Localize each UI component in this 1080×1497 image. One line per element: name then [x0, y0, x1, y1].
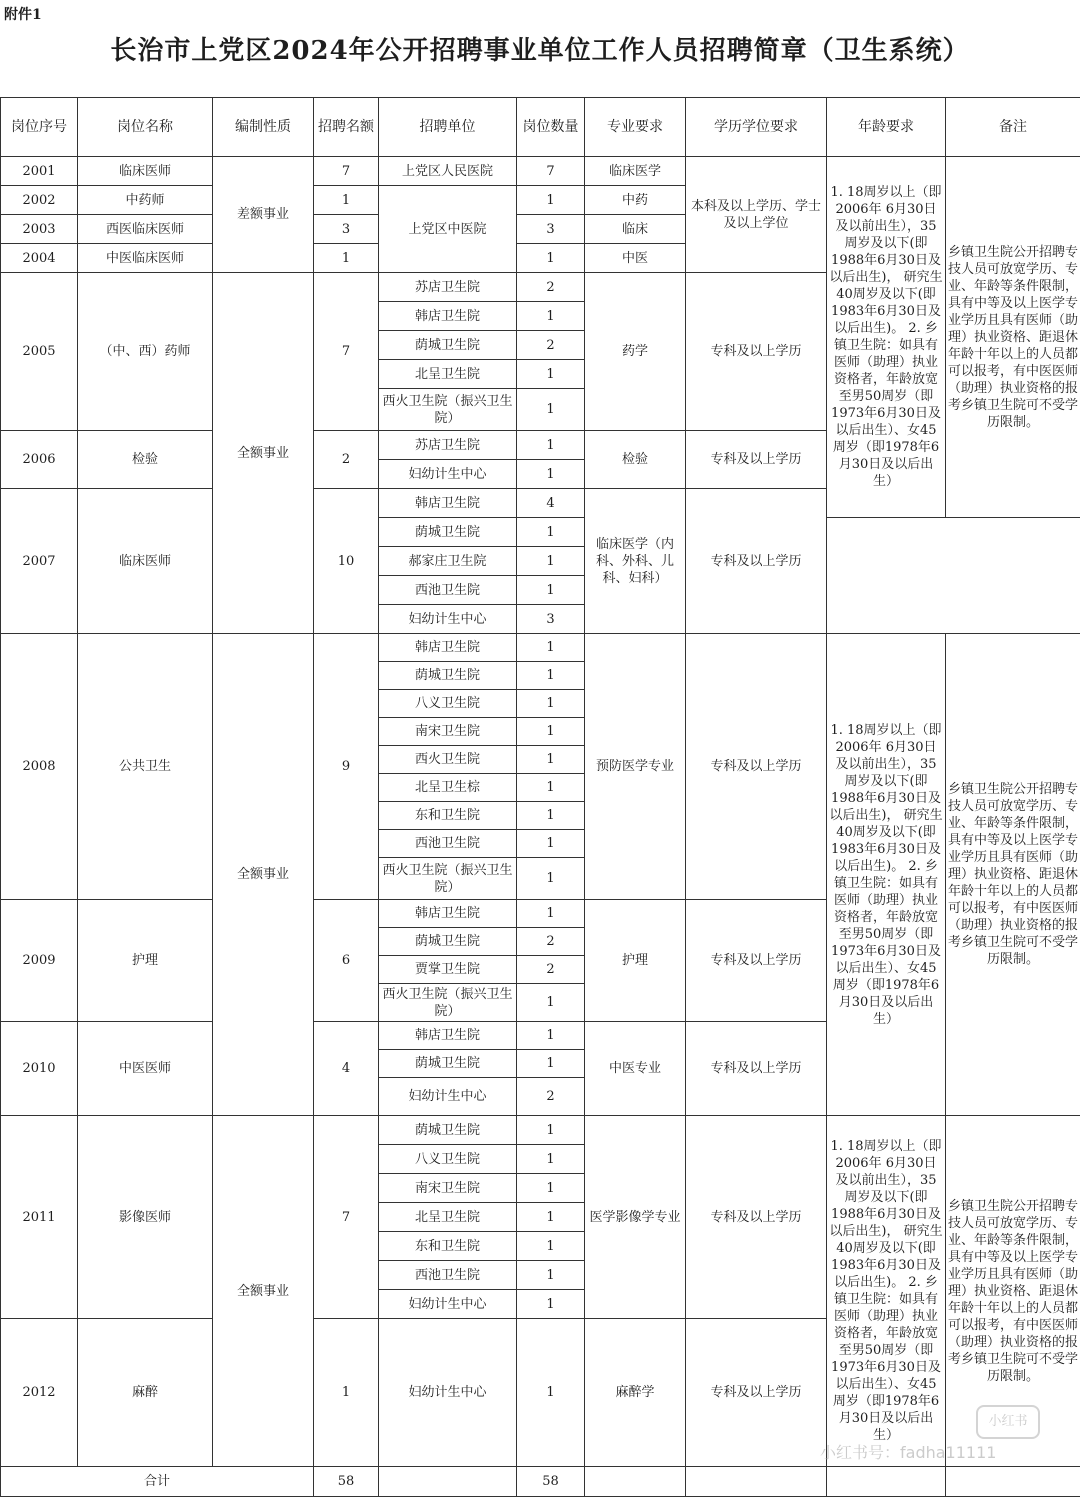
- education: 专科及以上学历: [686, 489, 827, 634]
- watermark-logo: 小红书: [976, 1405, 1040, 1439]
- header-note: 备注: [946, 98, 1080, 157]
- header-age: 年龄要求: [827, 98, 946, 157]
- count: 1: [517, 774, 585, 802]
- count: 1: [517, 1290, 585, 1319]
- count: 1: [517, 900, 585, 928]
- count: 1: [517, 690, 585, 718]
- quota: 7: [314, 157, 379, 186]
- count: 1: [517, 984, 585, 1022]
- total-empty: [827, 1467, 946, 1497]
- major: 中药: [585, 186, 686, 215]
- unit: 韩店卫生院: [379, 302, 517, 331]
- unit: 妇幼计生中心: [379, 460, 517, 489]
- post-name: （中、西）药师: [78, 273, 213, 431]
- total-quota: 58: [314, 1467, 379, 1497]
- count: 1: [517, 547, 585, 576]
- quota: 1: [314, 1319, 379, 1467]
- unit: 妇幼计生中心: [379, 1290, 517, 1319]
- total-empty: [585, 1467, 686, 1497]
- count: 1: [517, 431, 585, 460]
- total-empty: [946, 1467, 1080, 1497]
- major: 药学: [585, 273, 686, 431]
- education: 专科及以上学历: [686, 1319, 827, 1467]
- quota: 3: [314, 215, 379, 244]
- unit: 八义卫生院: [379, 1145, 517, 1174]
- major: 麻醉学: [585, 1319, 686, 1467]
- count: 1: [517, 576, 585, 605]
- count: 1: [517, 244, 585, 273]
- unit: 郝家庄卫生院: [379, 547, 517, 576]
- count: 1: [517, 1022, 585, 1050]
- post-code: 2009: [1, 900, 78, 1022]
- post-name: 中药师: [78, 186, 213, 215]
- unit: 苏店卫生院: [379, 431, 517, 460]
- count: 7: [517, 157, 585, 186]
- unit: 荫城卫生院: [379, 662, 517, 690]
- count: 4: [517, 489, 585, 518]
- staffing-type: 全额事业: [213, 1116, 314, 1467]
- post-code: 2012: [1, 1319, 78, 1467]
- count: 1: [517, 1319, 585, 1467]
- count: 1: [517, 858, 585, 900]
- unit: 妇幼计生中心: [379, 1078, 517, 1116]
- staffing-type: 全额事业: [213, 634, 314, 1116]
- unit: 韩店卫生院: [379, 634, 517, 662]
- unit: 上党区人民医院: [379, 157, 517, 186]
- count: 1: [517, 1050, 585, 1078]
- count: 1: [517, 389, 585, 431]
- post-name: 中医医师: [78, 1022, 213, 1116]
- unit: 南宋卫生院: [379, 718, 517, 746]
- count: 1: [517, 662, 585, 690]
- total-empty: [686, 1467, 827, 1497]
- count: 2: [517, 956, 585, 984]
- quota: 2: [314, 431, 379, 489]
- table-row: [1, 634, 1080, 662]
- header-education: 学历学位要求: [686, 98, 827, 157]
- post-name: 西医临床医师: [78, 215, 213, 244]
- post-name: 护理: [78, 900, 213, 1022]
- quota: 6: [314, 900, 379, 1022]
- post-name: 检验: [78, 431, 213, 489]
- table-row: [1, 157, 1080, 186]
- staffing-type: 全额事业: [213, 273, 314, 634]
- count: 1: [517, 1145, 585, 1174]
- unit: 上党区中医院: [379, 186, 517, 273]
- count: 1: [517, 746, 585, 774]
- major: 护理: [585, 900, 686, 1022]
- major: 临床医学: [585, 157, 686, 186]
- education: 专科及以上学历: [686, 431, 827, 489]
- count: 1: [517, 518, 585, 547]
- count: 1: [517, 1174, 585, 1203]
- unit: 荫城卫生院: [379, 331, 517, 360]
- post-code: 2003: [1, 215, 78, 244]
- major: 临床医学（内科、外科、儿科、妇科）: [585, 489, 686, 634]
- quota: 10: [314, 489, 379, 634]
- count: 3: [517, 605, 585, 634]
- count: 2: [517, 1078, 585, 1116]
- count: 1: [517, 802, 585, 830]
- header-quota: 招聘名额: [314, 98, 379, 157]
- post-code: 2004: [1, 244, 78, 273]
- total-row: [1, 1467, 1080, 1497]
- unit: 东和卫生院: [379, 1232, 517, 1261]
- post-name: 临床医师: [78, 157, 213, 186]
- quota: 9: [314, 634, 379, 900]
- unit: 西池卫生院: [379, 576, 517, 605]
- age-requirement: 1. 18周岁以上（即2006年 6月30日及以前出生），35周岁及以下(即1988年6月30日及以后出生)， 研究生40周岁及以下(即1983年6月30日及以后出生)。 2. 乡镇卫生院：如具有医师（助理）执业资格者，年龄放宽至男50周岁（即1973年6月30日及以后出生）、女45周岁（即1978年6月30日及以后出生）: [827, 1116, 946, 1467]
- post-code: 2002: [1, 186, 78, 215]
- post-name: 影像医师: [78, 1116, 213, 1319]
- unit: 荫城卫生院: [379, 928, 517, 956]
- quota: 1: [314, 244, 379, 273]
- count: 2: [517, 928, 585, 956]
- note: 乡镇卫生院公开招聘专技人员可放宽学历、专业、年龄等条件限制，具有中等及以上医学专业学历且具有医师（助理）执业资格、距退休年龄十年以上的人员都可以报考，有中医医师（助理）执业资格的报考乡镇卫生院可不受学历限制。: [946, 1116, 1080, 1467]
- quota: 7: [314, 1116, 379, 1319]
- count: 1: [517, 830, 585, 858]
- unit: 西火卫生院（振兴卫生院）: [379, 389, 517, 431]
- page-title: 长治市上党区2024年公开招聘事业单位工作人员招聘简章（卫生系统）: [0, 30, 1080, 67]
- quota: 4: [314, 1022, 379, 1116]
- count: 1: [517, 1232, 585, 1261]
- header-unit: 招聘单位: [379, 98, 517, 157]
- quota: 1: [314, 186, 379, 215]
- header-count: 岗位数量: [517, 98, 585, 157]
- age-requirement: 1. 18周岁以上（即2006年 6月30日及以前出生），35周岁及以下(即1988年6月30日及以后出生)， 研究生40周岁及以下(即1983年6月30日及以后出生)。 2. 乡镇卫生院：如具有医师（助理）执业资格者，年龄放宽至男50周岁（即1973年6月30日及以后出生）、女45周岁（即1978年6月30日及以后出生）: [827, 157, 946, 518]
- post-code: 2001: [1, 157, 78, 186]
- post-name: 公共卫生: [78, 634, 213, 900]
- count: 1: [517, 460, 585, 489]
- education: 专科及以上学历: [686, 273, 827, 431]
- major: 临床: [585, 215, 686, 244]
- attachment-label: 附件1: [4, 4, 42, 24]
- unit: 荫城卫生院: [379, 518, 517, 547]
- quota: 7: [314, 273, 379, 431]
- unit: 西池卫生院: [379, 1261, 517, 1290]
- unit: 荫城卫生院: [379, 1116, 517, 1145]
- unit: 韩店卫生院: [379, 1022, 517, 1050]
- post-name: 临床医师: [78, 489, 213, 634]
- total-label: 合计: [1, 1467, 314, 1497]
- post-code: 2005: [1, 273, 78, 431]
- major: 医学影像学专业: [585, 1116, 686, 1319]
- note: 乡镇卫生院公开招聘专技人员可放宽学历、专业、年龄等条件限制，具有中等及以上医学专业学历且具有医师（助理）执业资格、距退休年龄十年以上的人员都可以报考，有中医医师（助理）执业资格的报考乡镇卫生院可不受学历限制。: [946, 634, 1080, 1116]
- post-code: 2006: [1, 431, 78, 489]
- unit: 荫城卫生院: [379, 1050, 517, 1078]
- unit: 苏店卫生院: [379, 273, 517, 302]
- education: 专科及以上学历: [686, 634, 827, 900]
- unit: 西池卫生院: [379, 830, 517, 858]
- post-code: 2010: [1, 1022, 78, 1116]
- unit: 妇幼计生中心: [379, 605, 517, 634]
- recruitment-table: [0, 97, 1080, 1497]
- count: 1: [517, 186, 585, 215]
- note: 乡镇卫生院公开招聘专技人员可放宽学历、专业、年龄等条件限制，具有中等及以上医学专业学历且具有医师（助理）执业资格、距退休年龄十年以上的人员都可以报考，有中医医师（助理）执业资格的报考乡镇卫生院可不受学历限制。: [946, 157, 1080, 518]
- post-name: 中医临床医师: [78, 244, 213, 273]
- unit: 东和卫生院: [379, 802, 517, 830]
- header-staffing-type: 编制性质: [213, 98, 314, 157]
- unit: 韩店卫生院: [379, 489, 517, 518]
- major: 预防医学专业: [585, 634, 686, 900]
- count: 1: [517, 1203, 585, 1232]
- education: 本科及以上学历、学士及以上学位: [686, 157, 827, 273]
- count: 2: [517, 273, 585, 302]
- watermark-account: 小红书号：fadha11111: [820, 1440, 996, 1463]
- staffing-type: 差额事业: [213, 157, 314, 273]
- unit: 北呈卫生院: [379, 360, 517, 389]
- major: 中医: [585, 244, 686, 273]
- total-count: 58: [517, 1467, 585, 1497]
- count: 1: [517, 360, 585, 389]
- post-code: 2007: [1, 489, 78, 634]
- count: 1: [517, 718, 585, 746]
- count: 1: [517, 302, 585, 331]
- unit: 西火卫生院: [379, 746, 517, 774]
- unit: 北呈卫生棕: [379, 774, 517, 802]
- post-name: 麻醉: [78, 1319, 213, 1467]
- age-requirement: 1. 18周岁以上（即2006年 6月30日及以前出生），35周岁及以下(即1988年6月30日及以后出生)， 研究生40周岁及以下(即1983年6月30日及以后出生)。 2. 乡镇卫生院：如具有医师（助理）执业资格者，年龄放宽至男50周岁（即1973年6月30日及以后出生）、女45周岁（即1978年6月30日及以后出生）: [827, 634, 946, 1116]
- unit: 西火卫生院（振兴卫生院）: [379, 858, 517, 900]
- education: 专科及以上学历: [686, 1022, 827, 1116]
- total-unit-empty: [379, 1467, 517, 1497]
- count: 3: [517, 215, 585, 244]
- major: 中医专业: [585, 1022, 686, 1116]
- education: 专科及以上学历: [686, 900, 827, 1022]
- count: 2: [517, 331, 585, 360]
- header-row: [1, 98, 1080, 157]
- unit: 妇幼计生中心: [379, 1319, 517, 1467]
- education: 专科及以上学历: [686, 1116, 827, 1319]
- header-major: 专业要求: [585, 98, 686, 157]
- unit: 南宋卫生院: [379, 1174, 517, 1203]
- unit: 八义卫生院: [379, 690, 517, 718]
- post-code: 2011: [1, 1116, 78, 1319]
- count: 1: [517, 1261, 585, 1290]
- header-post-code: 岗位序号: [1, 98, 78, 157]
- count: 1: [517, 634, 585, 662]
- post-code: 2008: [1, 634, 78, 900]
- table-row: [1, 1116, 1080, 1145]
- header-post-name: 岗位名称: [78, 98, 213, 157]
- unit: 西火卫生院（振兴卫生院）: [379, 984, 517, 1022]
- unit: 韩店卫生院: [379, 900, 517, 928]
- unit: 贾掌卫生院: [379, 956, 517, 984]
- unit: 北呈卫生院: [379, 1203, 517, 1232]
- major: 检验: [585, 431, 686, 489]
- count: 1: [517, 1116, 585, 1145]
